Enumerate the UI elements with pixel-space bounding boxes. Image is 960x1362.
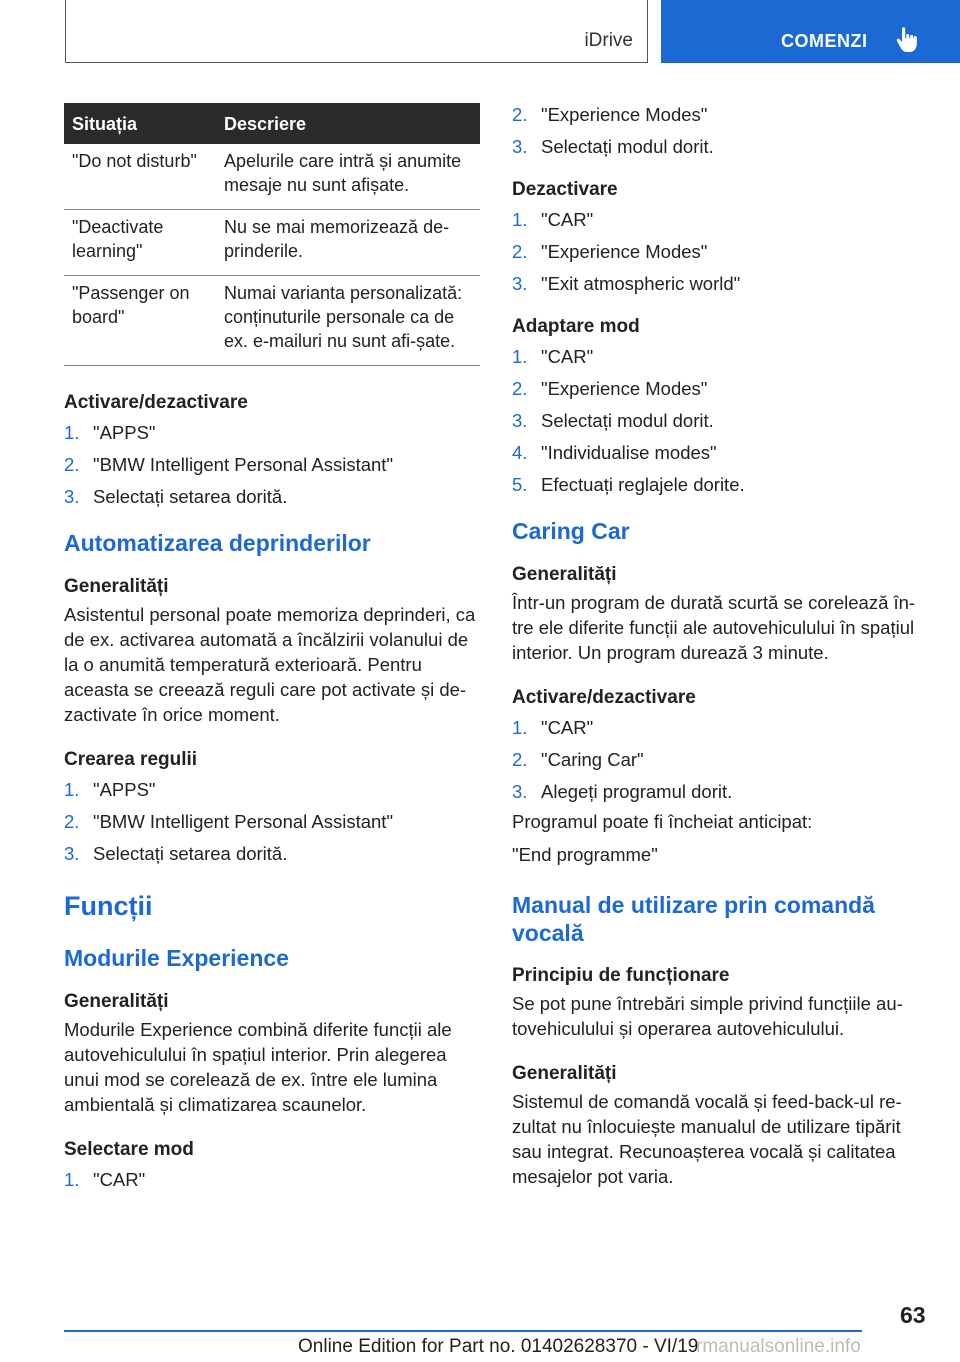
activare-heading: Activare/dezactivare [512,687,696,708]
hand-pointer-icon [895,27,917,53]
automatizare-heading: Automatizarea deprinderilor [64,530,371,556]
program-text: Programul poate fi încheiat anticipat: [512,811,813,832]
adaptare-steps [512,345,928,497]
list-item: 5. Efectuați reglajele dorite. [512,474,745,495]
generalitati-heading: Generalități [64,991,169,1012]
generalitati-heading: Generalități [512,1063,617,1084]
table-header-situatia: Situația [64,103,216,144]
table-cell: "Deactivate learning" [64,210,216,276]
list-item: 2. "BMW Intelligent Personal Assistant" [64,454,394,475]
right-column [512,103,928,1189]
list-item: 2. "BMW Intelligent Personal Assistant" [64,811,394,832]
tab-label: COMENZI [781,31,868,51]
list-item: 1. "CAR" [512,346,594,367]
list-item: 3. Selectați setarea dorită. [64,486,288,507]
list-item: 3. Selectați setarea dorită. [64,843,288,864]
dezactivare-heading: Dezactivare [512,179,618,200]
table-row [64,210,480,276]
footer-divider [64,1330,862,1332]
crearea-heading: Crearea regulii [64,749,198,770]
situation-table [64,103,480,366]
generalitati-heading: Generalități [512,564,617,585]
table-header-descriere: Descriere [216,103,480,144]
table-cell: Numai varianta personalizată: conținuturile personale ca de ex. e-mailuri nu sunt afi-șate. [216,276,480,366]
list-item: 2. "Experience Modes" [512,378,708,399]
caring-car-heading: Caring Car [512,518,630,544]
table-cell: Nu se mai memorizează de-prinderile. [216,210,480,276]
table-row [64,144,480,210]
principiu-heading: Principiu de funcționare [512,965,730,986]
dezactivare-steps [512,208,928,296]
modurile-heading: Modurile Experience [64,945,289,971]
footer-edition: Online Edition for Part no. 01402628370 - VI/19 [298,1336,699,1357]
principiu-text: Se pot pune întrebări simple privind funcțiile au-tovehiculului și operarea autovehiculului. [512,993,903,1039]
adaptare-heading: Adaptare mod [512,316,640,337]
list-item: 3. Alegeți programul dorit. [512,781,733,802]
end-programme-text: "End programme" [512,844,658,865]
header-section-box [65,0,648,63]
selectare-heading: Selectare mod [64,1139,194,1160]
header-tab[interactable] [661,0,960,63]
activare-heading: Activare/dezactivare [64,392,248,413]
list-item: 2. "Experience Modes" [512,241,708,262]
list-item: 3. "Exit atmospheric world" [512,273,741,294]
selectare-steps [64,1168,480,1192]
list-item: 3. Selectați modul dorit. [512,410,714,431]
modurile-text: Modurile Experience combină diferite funcții ale autovehiculului în spațiul interior. Prin alegerea unui mod se corelează de ex. între ele lumina ambientală și climatizarea scaunelor. [64,1019,452,1115]
manual-vocal-heading: Manual de utilizare prin comandă vocală [512,892,875,946]
list-item: 2. "Caring Car" [512,749,644,770]
list-item: 4. "Individualise modes" [512,442,717,463]
table-cell: "Passenger on board" [64,276,216,366]
list-item: 1. "APPS" [64,779,156,800]
vocal-text: Sistemul de comandă vocală și feed-back-ul re-zultat nu înlocuiește manualul de utilizare tipărit sau integrat. Recunoașterea vocală și calitatea mesajelor pot varia. [512,1091,902,1187]
activare-steps [512,716,928,804]
page-number: 63 [900,1302,926,1328]
left-column [64,103,480,1200]
list-item: 1. "CAR" [512,209,594,230]
generalitati-text: Asistentul personal poate memoriza deprinderi, ca de ex. activarea automată a încălzirii volanului de la o anumită temperatură exterioară. Pentru aceasta se creează reguli care pot activate și de-zactivate în orice moment. [64,604,476,725]
list-item: 1. "APPS" [64,422,156,443]
caring-car-text: Într-un program de durată scurtă se corelează în-tre ele diferite funcții ale autovehiculului în spațiul interior. Un program durează 3 minute. [512,592,916,663]
functii-heading: Funcții [64,891,153,921]
watermark: rmanualsonline.info [696,1336,861,1357]
list-item: 1. "CAR" [512,717,594,738]
activare-steps [64,421,480,509]
list-item: 1. "CAR" [64,1169,146,1190]
table-cell: Apelurile care intră și anumite mesaje nu sunt afișate. [216,144,480,210]
table-row [64,276,480,366]
list-item: 3. Selectați modul dorit. [512,136,714,157]
list-item: 2. "Experience Modes" [512,104,708,125]
section-title: iDrive [584,30,633,51]
selectare-steps-continued [512,103,928,159]
crearea-steps [64,778,480,866]
generalitati-heading: Generalități [64,576,169,597]
table-cell: "Do not disturb" [64,144,216,210]
